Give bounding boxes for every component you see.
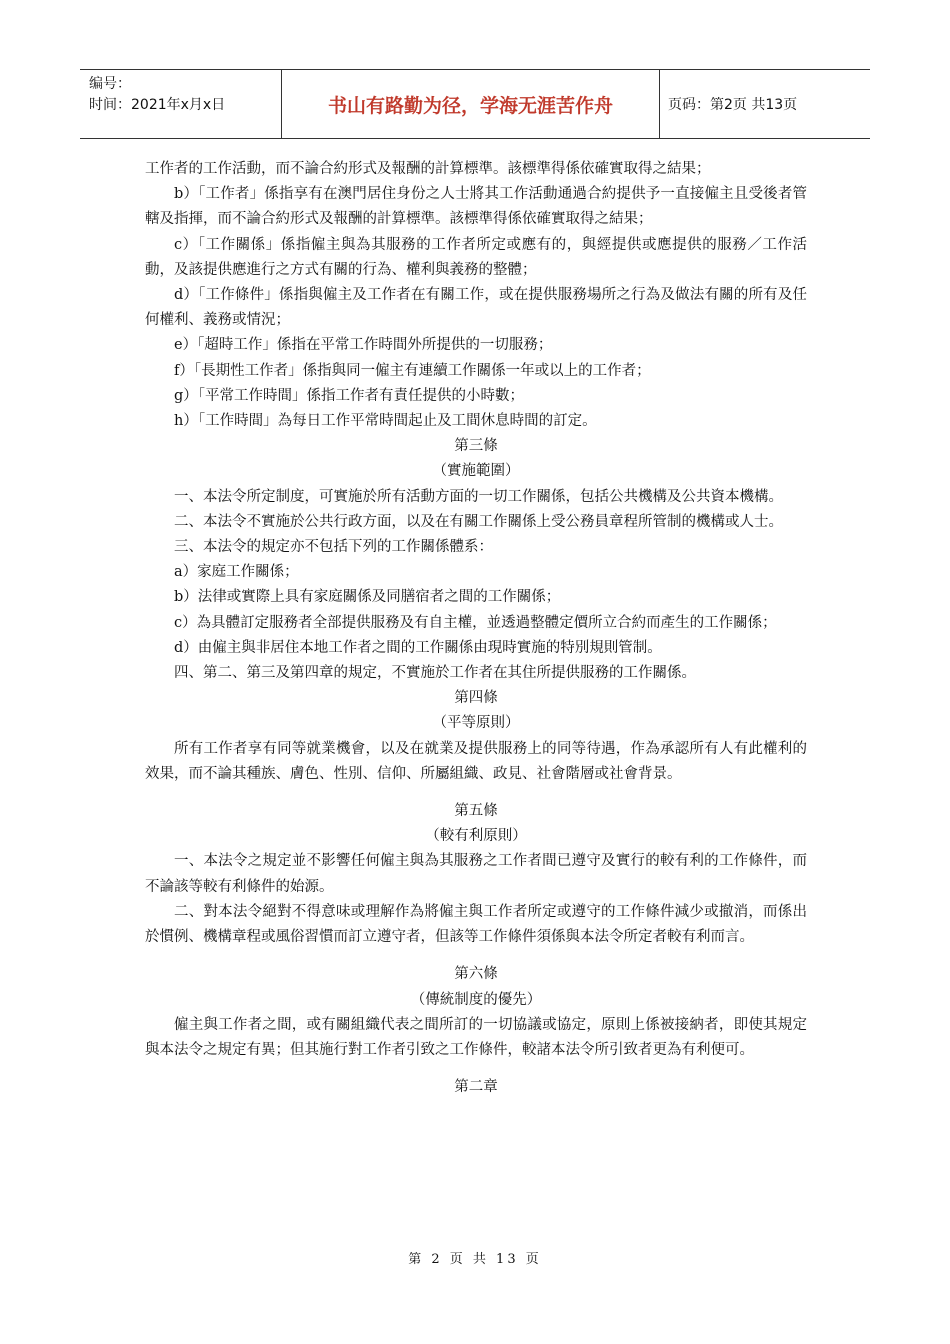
article-title: 第六條 (454, 966, 498, 983)
paragraph: h）「工作時間」為每日工作平常時間起止及工間休息時間的訂定。 (174, 413, 597, 430)
article-title: 第四條 (454, 690, 498, 707)
paragraph: b）「工作者」係指享有在澳門居住身份之人士將其工作活動通過合約提供予一直接僱主且受後者管轄及指揮，而不論合約形式及報酬的計算標準。該標準得係依確實取得之結果； (145, 186, 807, 228)
time-label: 时间：2021年x月x日 (89, 97, 226, 113)
article-subtitle: （較有利原則） (425, 828, 527, 845)
article-subtitle: （傳統制度的優先） (410, 991, 542, 1008)
number-label: 编号： (89, 76, 131, 92)
paragraph: g）「平常工作時間」係指工作者有責任提供的小時數； (174, 387, 525, 404)
paragraph: d）「工作條件」係指與僱主及工作者在有關工作，或在提供服務場所之行為及做法有關的所有及任何權利、義務或情況； (145, 287, 807, 329)
article-subtitle: （實施範圍） (432, 463, 520, 480)
paragraph: 二、對本法令絕對不得意味或理解作為將僱主與工作者所定或遵守的工作條件減少或撤消，而係出於慣例、機構章程或風俗習慣而訂立遵守者，但該等工作條件須係與本法令所定者較有利而言。 (145, 903, 807, 946)
article-subtitle: （平等原則） (432, 715, 520, 732)
paragraph: 二、本法令不實施於公共行政方面，以及在有關工作關係上受公務員章程所管制的機構或人士。 (174, 513, 783, 530)
paragraph: c）「工作關係」係指僱主與為其服務的工作者所定或應有的，與經提供或應提供的服務／工作活動，及該提供應進行之方式有關的行為、權利與義務的整體； (145, 236, 807, 278)
header-page-info: 页码：第2页 共13页 (668, 97, 798, 113)
paragraph: e）「超時工作」係指在平常工作時間外所提供的一切服務； (174, 337, 553, 354)
paragraph: 所有工作者享有同等就業機會，以及在就業及提供服務上的同等待遇，作為承認所有人有此權利的效果，而不論其種族、膚色、性別、信仰、所屬組織、政見、社會階層或社會背景。 (145, 740, 807, 782)
paragraph: f）「長期性工作者」係指與同一僱主有連續工作關係一年或以上的工作者； (174, 362, 651, 379)
header-motto: 书山有路勤为径，学海无涯苦作舟 (282, 70, 660, 138)
paragraph: 工作者的工作活動，而不論合約形式及報酬的計算標準。該標準得係依確實取得之結果； (145, 161, 711, 177)
chapter-title: 第二章 (454, 1079, 498, 1096)
article-title: 第五條 (454, 803, 498, 820)
paragraph: 一、本法令所定制度，可實施於所有活動方面的一切工作關係，包括公共機構及公共資本機構。 (174, 488, 783, 505)
paragraph: 四、第二、第三及第四章的規定，不實施於工作者在其住所提供服務的工作關係。 (174, 665, 696, 682)
article-title: 第三條 (454, 438, 498, 455)
paragraph: a）家庭工作關係； (174, 564, 299, 581)
document-header (80, 69, 870, 139)
paragraph: c）為具體訂定服務者全部提供服務及有自主權，並透過整體定價所立合約而產生的工作關係； (174, 614, 777, 631)
paragraph: b）法律或實際上具有家庭關係及同膳宿者之間的工作關係； (174, 589, 561, 606)
page-footer: 第 2 页 共 13 页 (408, 1252, 542, 1267)
header-meta (80, 70, 282, 138)
paragraph: 三、本法令的規定亦不包括下列的工作關係體系： (174, 539, 493, 556)
paragraph: 一、本法令之規定並不影響任何僱主與為其服務之工作者間已遵守及實行的較有利的工作條件，而不論該等較有利條件的始源。 (145, 853, 807, 895)
paragraph: d）由僱主與非居住本地工作者之間的工作關係由現時實施的特別規則管制。 (174, 639, 662, 656)
paragraph: 僱主與工作者之間，或有關組織代表之間所訂的一切協議或協定，原則上係被接納者，即使其規定與本法令之規定有異；但其施行對工作者引致之工作條件，較諸本法令所引致者更為有利便可。 (145, 1016, 807, 1058)
document-body (145, 157, 807, 1100)
